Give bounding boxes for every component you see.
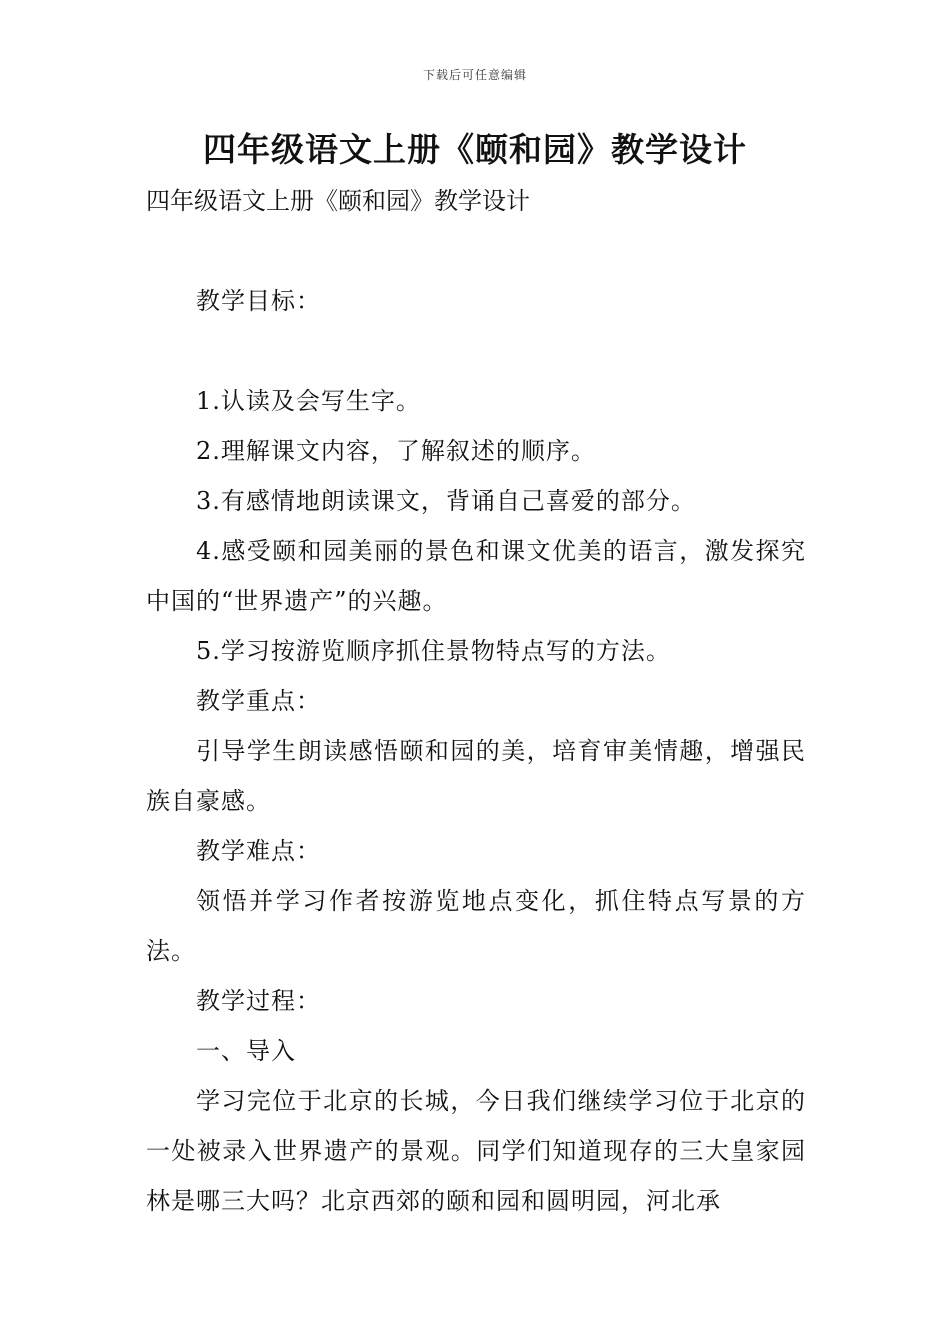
objective-item: 2.理解课文内容，了解叙述的顺序。	[196, 437, 596, 465]
key-points-heading: 教学重点：	[196, 687, 321, 715]
step1-heading: 一、导入	[196, 1037, 296, 1065]
subtitle: 四年级语文上册《颐和园》教学设计	[146, 187, 530, 215]
objective-item: 3.有感情地朗读课文，背诵自己喜爱的部分。	[196, 487, 696, 515]
step1-text: 学习完位于北京的长城，今日我们继续学习位于北京的一处被录入世界遗产的景观。同学们知道现存的三大皇家园林是哪三大吗？北京西郊的颐和园和圆明园，河北承	[146, 1087, 806, 1215]
process-heading: 教学过程：	[196, 987, 321, 1015]
document-body	[146, 276, 806, 1226]
spacer	[146, 326, 806, 376]
objective-item: 4.感受颐和园美丽的景色和课文优美的语言，激发探究中国的“世界遗产”的兴趣。	[146, 537, 806, 615]
difficulty-text: 领悟并学习作者按游览地点变化，抓住特点写景的方法。	[146, 887, 806, 965]
header-note: 下载后可任意编辑	[422, 68, 527, 82]
key-points-text: 引导学生朗读感悟颐和园的美，培育审美情趣，增强民族自豪感。	[146, 737, 806, 815]
difficulty-heading: 教学难点：	[196, 837, 321, 865]
objective-item: 5.学习按游览顺序抓住景物特点写的方法。	[196, 637, 671, 665]
page-title: 四年级语文上册《颐和园》教学设计	[203, 130, 747, 169]
objectives-heading: 教学目标：	[196, 287, 321, 315]
objective-item: 1.认读及会写生字。	[196, 387, 421, 415]
